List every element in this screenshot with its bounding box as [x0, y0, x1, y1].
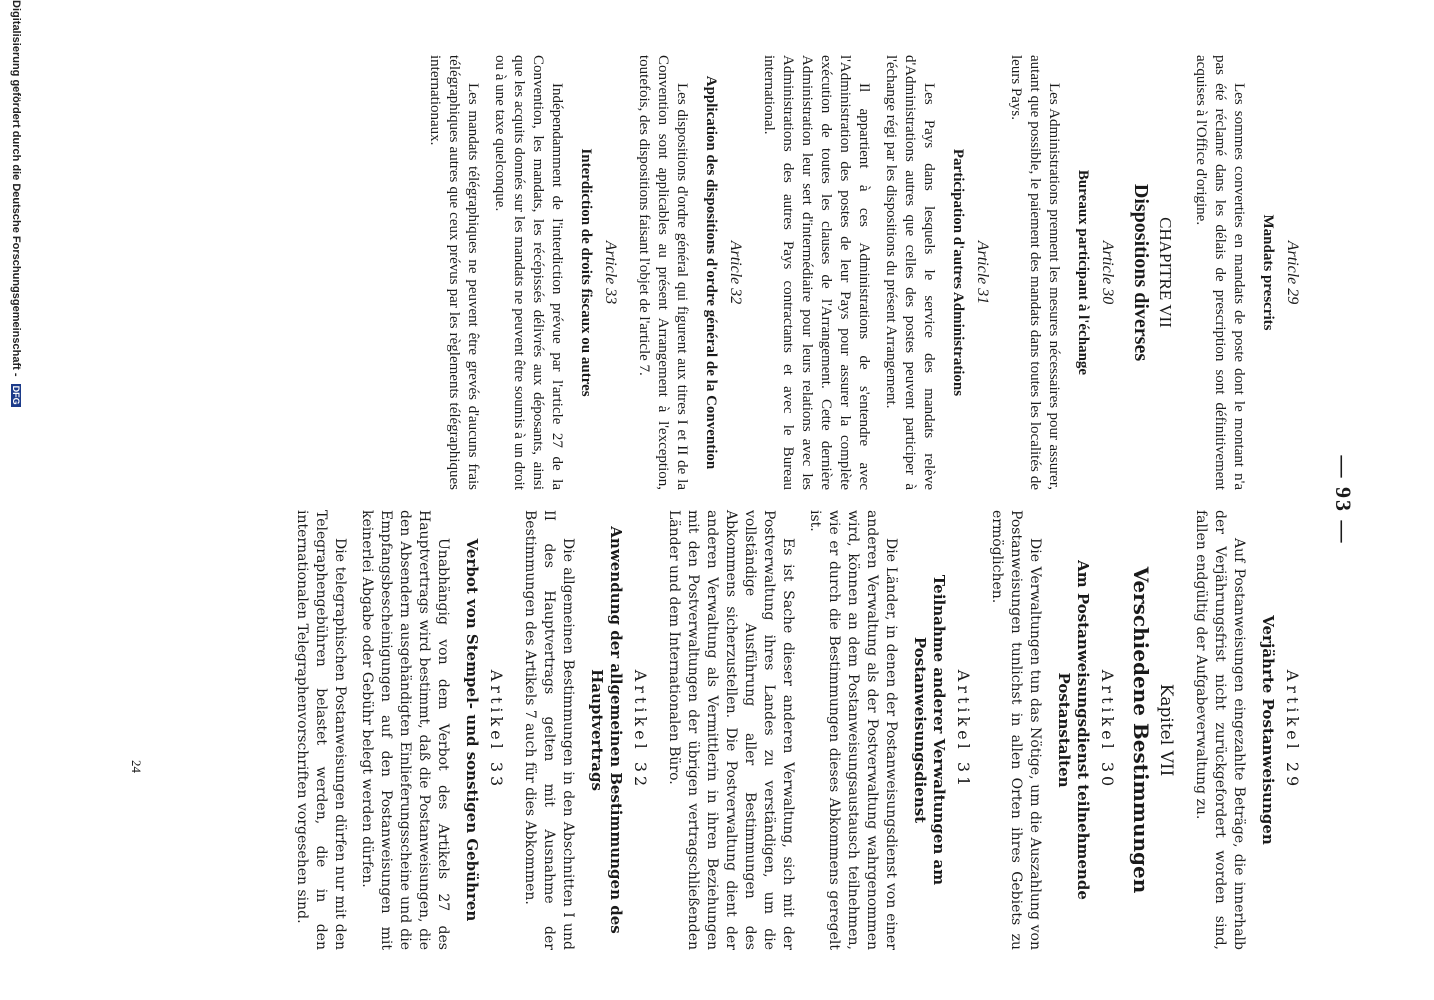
article-29-title: Mandats prescrits	[1260, 214, 1276, 331]
article-29-text: Les sommes converties en mandats de poste dont le montant n'a pas été réclamé dans les délais de prescription sont définitivement acquises à l'Office d'origine.	[1193, 55, 1247, 490]
article-33-text-2: Les mandats télégraphiques ne peuvent être grevés d'aucuns frais télégraphiques autres que ceux prévus par les règlements télégraphiques internationaux.	[427, 55, 481, 490]
artikel-31-text-2: Es ist Sache dieser anderen Verwaltung, sich mit der Postverwaltung ihres Landes zu verständigen, um die vollständige Ausführung aller Bestimmungen des Abkommens sicherzustellen. Die Postverwaltung dient der anderen Verwaltung als Vermittlerin in ihren Beziehungen mit den Postverwaltungen der übrigen vertragschließenden Länder und dem Internationalen Büro.	[666, 510, 796, 950]
article-33-text-1: Indépendamment de l'interdiction prévue par l'article 27 de la Convention, les mandats, les récépissés délivrés aux déposants, ainsi que les acquits donnés sur les mandats ne peuvent être soumis à un droit ou à une taxe quelconque.	[492, 55, 565, 490]
artikel-33-heading: Artikel 33	[487, 669, 506, 791]
kapitel-heading: Kapitel VII	[1156, 683, 1176, 777]
artikel-33-text-1: Unabhängig von dem Verbot des Artikels 27 des Hauptvertrags wird bestimmt, daß die Postanweisungen, die den Absendern ausgehändigten Einlieferungsscheine und die Empfangsbescheinigungen auf den Postanweisungen mit keinerlei Abgabe oder Gebühr belegt werden dürfen.	[359, 510, 451, 950]
artikel-30-title: Am Postanweisungsdienst teilnehmende Postanstalten	[1055, 560, 1092, 900]
article-31-title: Participation d'autres Administrations	[950, 148, 966, 397]
article-32-text: Les dispositions d'ordre général qui figurent aux titres I et II de la Convention sont applicables au présent Arrangement à l'exception, toutefois, des dispositions faisant l'objet de l'article 7.	[636, 55, 690, 490]
article-29-heading: Article 29	[1284, 240, 1301, 305]
artikel-33-text-2: Die telegraphischen Postanweisungen dürfen nur mit den Telegraphengebühren belastet werden, die in den internationalen Telegraphenvorschriften vorgesehen sind.	[294, 510, 348, 950]
page-number: — 93 —	[1331, 455, 1356, 545]
article-31-text-1: Les Pays dans lesquels le service des mandats relève d'Administrations autres que celles des postes peuvent participer à l'échange régi par les dispositions du présent Arrangement.	[883, 55, 937, 490]
artikel-31-heading: Artikel 31	[954, 669, 973, 791]
article-30-heading: Article 30	[1099, 240, 1116, 305]
article-32-title: Application des dispositions d'ordre général de la Convention	[703, 75, 719, 470]
kapitel-title: Verschiedene Bestimmungen	[1129, 566, 1153, 894]
footer-page-number: 24	[129, 760, 144, 773]
french-column	[417, 55, 1316, 490]
artikel-29-title: Verjährte Postanweisungen	[1259, 615, 1277, 845]
artikel-29-text: Auf Postanweisungen eingezahlte Beträge, die innerhalb der Verjährungsfrist nicht zurückgefordert worden sind, fallen endgültig der Aufgabeverwaltung zu.	[1193, 510, 1247, 950]
artikel-31-title: Teilnahme anderer Verwaltungen am Postanweisungsdienst	[911, 574, 948, 886]
digitization-note-text: Digitalisierung gefördert durch die Deutsche Forschungsgemeinschaft -	[10, 0, 22, 377]
article-31-heading: Article 31	[974, 240, 991, 305]
article-31-text-2: Il appartient à ces Administrations de s'entendre avec l'Administration des postes de leur Pays pour assurer la complète exécution de toutes les clauses de l'Arrangement. Cette dernière Administration leur sert d'intermédiaire pour leurs relations avec les Administrations des autres Pays contractants et avec le Bureau international.	[761, 55, 872, 490]
artikel-32-heading: Artikel 32	[631, 669, 650, 791]
artikel-29-heading: Artikel 29	[1283, 669, 1302, 791]
artikel-30-heading: Artikel 30	[1098, 669, 1117, 791]
artikel-31-text-1: Die Länder, in denen der Postanweisungsdienst von einer anderen Verwaltung als der Postverwaltung wahrgenommen wird, können an dem Postanweisungsaustausch teilnehmen, wie er durch die Bestimmungen dieses Abkommens geregelt ist.	[807, 510, 899, 950]
digitization-note	[10, 0, 22, 1000]
article-32-heading: Article 32	[727, 240, 744, 305]
artikel-30-text: Die Verwaltungen tun das Nötige, um die Auszahlung von Postanweisungen tunlichst in allen Orten ihres Gebiets zu ermöglichen.	[989, 510, 1043, 950]
article-30-text: Les Administrations prennent les mesures nécessaires pour assurer, autant que possible, le paiement des mandats dans toutes les localités de leurs Pays.	[1008, 55, 1062, 490]
artikel-32-text: Die allgemeinen Bestimmungen in den Abschnitten I und II des Hauptvertrags gelten mit Ausnahme der Bestimmungen des Artikels 7 auch für dies Abkommen.	[522, 510, 576, 950]
artikel-32-title: Anwendung der allgemeinen Bestimmungen des Hauptvertrags	[588, 526, 625, 934]
chapter-title: Dispositions diverses	[1130, 183, 1152, 362]
german-column	[284, 510, 1316, 950]
dfg-logo: DFG	[11, 385, 21, 405]
article-33-title: Interdiction de droits fiscaux ou autres	[578, 148, 594, 397]
chapter-heading: CHAPITRE VII	[1156, 217, 1175, 328]
article-30-title: Bureaux participant à l'échange	[1075, 169, 1091, 376]
artikel-33-title: Verbot von Stempel- und sonstigen Gebühren	[463, 538, 481, 922]
article-33-heading: Article 33	[602, 240, 619, 305]
